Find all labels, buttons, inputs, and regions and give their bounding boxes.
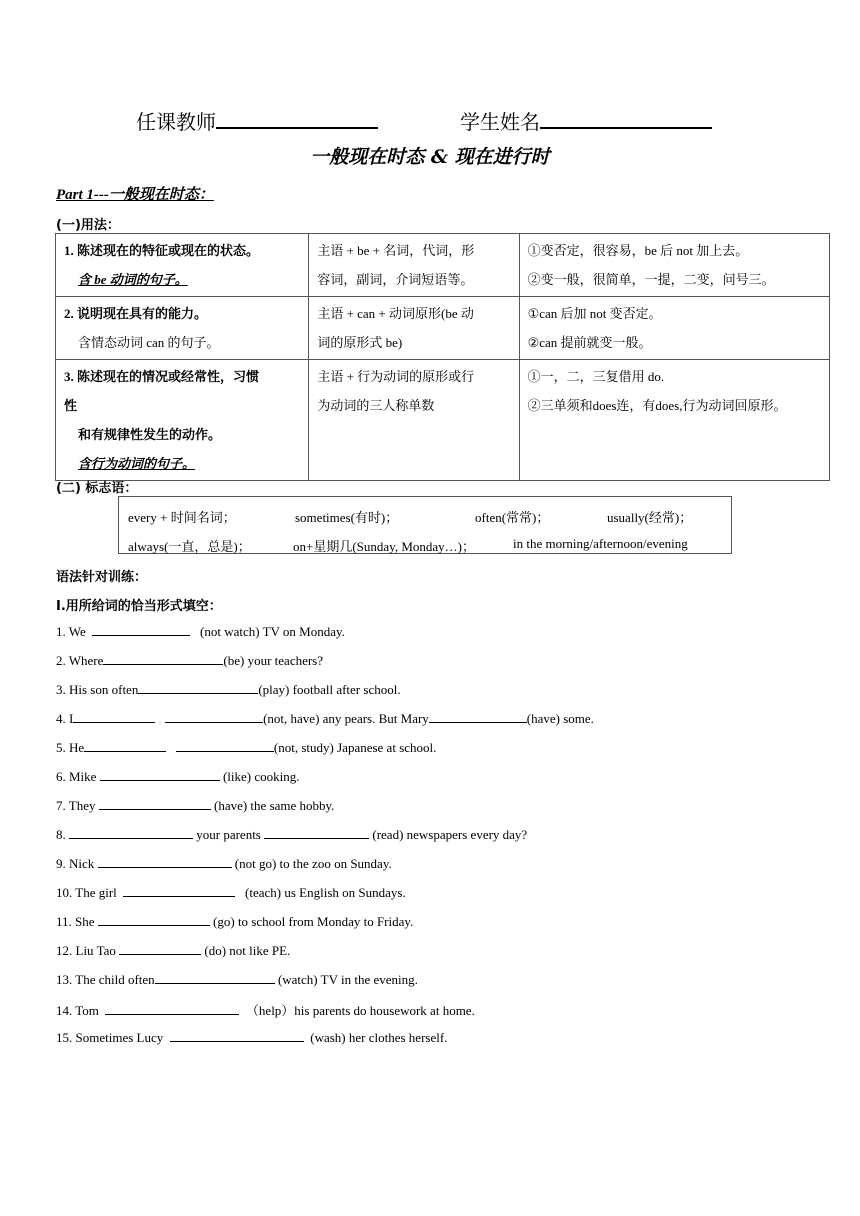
page-title: 一般现在时态 & 现在进行时	[310, 146, 550, 168]
usage-cell	[56, 360, 309, 481]
exercise-text: 5. He	[56, 740, 85, 755]
exercise-text: 6. Mike	[56, 769, 97, 784]
signal-word: often(常常)；	[475, 510, 550, 525]
exercise-item	[56, 855, 392, 872]
answer-blank[interactable]	[138, 681, 258, 694]
exercise-text: 9. Nick	[56, 856, 95, 871]
usage-text: ①can 后加 not 变否定。	[527, 306, 662, 321]
exercise-item	[56, 797, 334, 814]
usage-cell	[519, 297, 829, 360]
usage-text: 主语 + can + 动词原形(be 动	[317, 306, 474, 321]
exercise-text: (not go) to the zoo on Sunday.	[234, 856, 392, 871]
exercise-item	[56, 739, 436, 756]
usage-cell	[309, 234, 519, 297]
exercise-item	[56, 1000, 475, 1019]
exercise-text: 13. The child often	[56, 972, 155, 987]
usage-cell	[309, 360, 519, 481]
usage-text: 含 be 动词的句子。	[78, 272, 188, 287]
answer-blank[interactable]	[84, 739, 166, 752]
exercise-text: （help）his parents do housework at home.	[245, 1003, 475, 1018]
usage-text: 3. 陈述现在的情况或经常性，习惯	[64, 369, 260, 384]
answer-blank[interactable]	[103, 652, 223, 665]
answer-blank[interactable]	[105, 1002, 239, 1015]
exercise-text: 7. They	[56, 798, 96, 813]
answer-blank[interactable]	[165, 710, 263, 723]
answer-blank[interactable]	[155, 971, 275, 984]
exercise-text: (do) not like PE.	[204, 943, 291, 958]
exercise-text: (not, study) Japanese at school.	[273, 740, 437, 755]
usage-cell	[309, 297, 519, 360]
usage-text: ①变否定，很容易，be 后 not 加上去。	[527, 243, 749, 258]
usage-text: 主语 + 行为动词的原形或行	[317, 369, 475, 384]
usage-text: ②变一般，很简单，一提，二变，问号三。	[527, 272, 775, 287]
exercise-text: your parents	[196, 827, 261, 842]
signal-heading: (二) 标志语：	[56, 481, 138, 496]
table-row	[56, 234, 830, 297]
exercise-text: 8.	[56, 827, 66, 842]
exercise-item	[56, 971, 418, 988]
answer-blank[interactable]	[92, 623, 190, 636]
part1-heading: Part 1---一般现在时态：	[56, 187, 214, 203]
answer-blank[interactable]	[100, 768, 220, 781]
exercise-text: 12. Liu Tao	[56, 943, 116, 958]
signal-word: always(一直，总是)；	[128, 539, 251, 554]
usage-cell	[519, 360, 829, 481]
signal-words-box	[118, 496, 732, 554]
usage-cell	[519, 234, 829, 297]
usage-text: 主语 + be + 名词，代词，形	[317, 243, 475, 258]
signal-word: in the morning/afternoon/evening	[513, 536, 688, 551]
exercise-text: (watch) TV in the evening.	[277, 972, 418, 987]
exercise-item	[56, 942, 290, 959]
usage-heading: (一)用法：	[56, 218, 120, 233]
usage-text: 词的原形式 be)	[317, 335, 403, 350]
answer-blank[interactable]	[69, 826, 193, 839]
exercise-text: (have) the same hobby.	[213, 798, 335, 813]
usage-cell	[56, 234, 309, 297]
exercise-text: 15. Sometimes Lucy	[56, 1030, 164, 1045]
exercise-text: 10. The girl	[56, 885, 117, 900]
exercise-text: (like) cooking.	[222, 769, 300, 784]
answer-blank[interactable]	[176, 739, 274, 752]
usage-text: 含情态动词 can 的句子。	[78, 335, 220, 350]
answer-blank[interactable]	[123, 884, 235, 897]
teacher-label: 任课教师	[136, 110, 216, 134]
exercise-item	[56, 913, 413, 930]
usage-text: ②can 提前就变一般。	[527, 335, 652, 350]
usage-text: 含行为动词的句子。	[78, 456, 196, 471]
usage-text: 性	[64, 398, 78, 413]
exercise-text: (read) newspapers every day?	[372, 827, 528, 842]
exercise-text: (not, have) any pears. But Mary	[263, 711, 429, 726]
answer-blank[interactable]	[99, 797, 211, 810]
exercise-item	[56, 826, 527, 843]
answer-blank[interactable]	[119, 942, 201, 955]
student-field	[460, 106, 712, 135]
usage-text: 和有规律性发生的动作。	[78, 427, 222, 442]
usage-text: 2. 说明现在具有的能力。	[64, 306, 208, 321]
answer-blank[interactable]	[98, 855, 232, 868]
signal-word: on+星期几(Sunday, Monday…)；	[293, 539, 475, 554]
training-heading: 语法针对训练：	[56, 570, 148, 585]
student-label: 学生姓名	[460, 110, 540, 134]
student-blank[interactable]	[540, 109, 712, 129]
exercise-text: (play) football after school.	[258, 682, 401, 697]
signal-word: usually(经常)；	[607, 510, 693, 525]
usage-text: 容词，副词，介词短语等。	[317, 272, 474, 287]
usage-text: ②三单须和does连，有does,行为动词回原形。	[527, 398, 787, 413]
answer-blank[interactable]	[73, 710, 155, 723]
exercise-item	[56, 884, 406, 901]
exercise-text: (be) your teachers?	[223, 653, 324, 668]
usage-text: 1. 陈述现在的特征或现在的状态。	[64, 243, 260, 258]
exercise-text: 11. She	[56, 914, 95, 929]
answer-blank[interactable]	[170, 1029, 304, 1042]
signal-word: every + 时间名词；	[128, 510, 236, 525]
usage-text: ①一，二，三复借用 do.	[527, 369, 665, 384]
teacher-blank[interactable]	[216, 109, 378, 129]
exercise-item	[56, 710, 594, 727]
answer-blank[interactable]	[98, 913, 210, 926]
usage-table	[55, 233, 830, 481]
exercise-heading: Ⅰ.用所给词的恰当形式填空：	[56, 599, 222, 614]
exercise-item	[56, 652, 323, 669]
table-row	[56, 360, 830, 481]
exercise-text: (not watch) TV on Monday.	[200, 624, 345, 639]
exercise-item	[56, 623, 345, 640]
exercise-text: 14. Tom	[56, 1003, 99, 1018]
exercise-text: (teach) us English on Sundays.	[245, 885, 406, 900]
answer-blank[interactable]	[429, 710, 527, 723]
exercise-item	[56, 1029, 447, 1046]
exercise-text: 4. I	[56, 711, 74, 726]
exercise-text: 2. Where	[56, 653, 104, 668]
table-row	[56, 297, 830, 360]
answer-blank[interactable]	[264, 826, 369, 839]
usage-text: 为动词的三人称单数	[317, 398, 435, 413]
exercise-text: (go) to school from Monday to Friday.	[213, 914, 414, 929]
usage-cell	[56, 297, 309, 360]
signal-word: sometimes(有时)；	[295, 510, 399, 525]
exercise-text: (have) some.	[526, 711, 594, 726]
teacher-field	[136, 106, 378, 135]
exercise-item	[56, 768, 300, 785]
exercise-text: (wash) her clothes herself.	[310, 1030, 448, 1045]
exercise-text: 1. We	[56, 624, 86, 639]
exercise-item	[56, 681, 401, 698]
exercise-text: 3. His son often	[56, 682, 139, 697]
